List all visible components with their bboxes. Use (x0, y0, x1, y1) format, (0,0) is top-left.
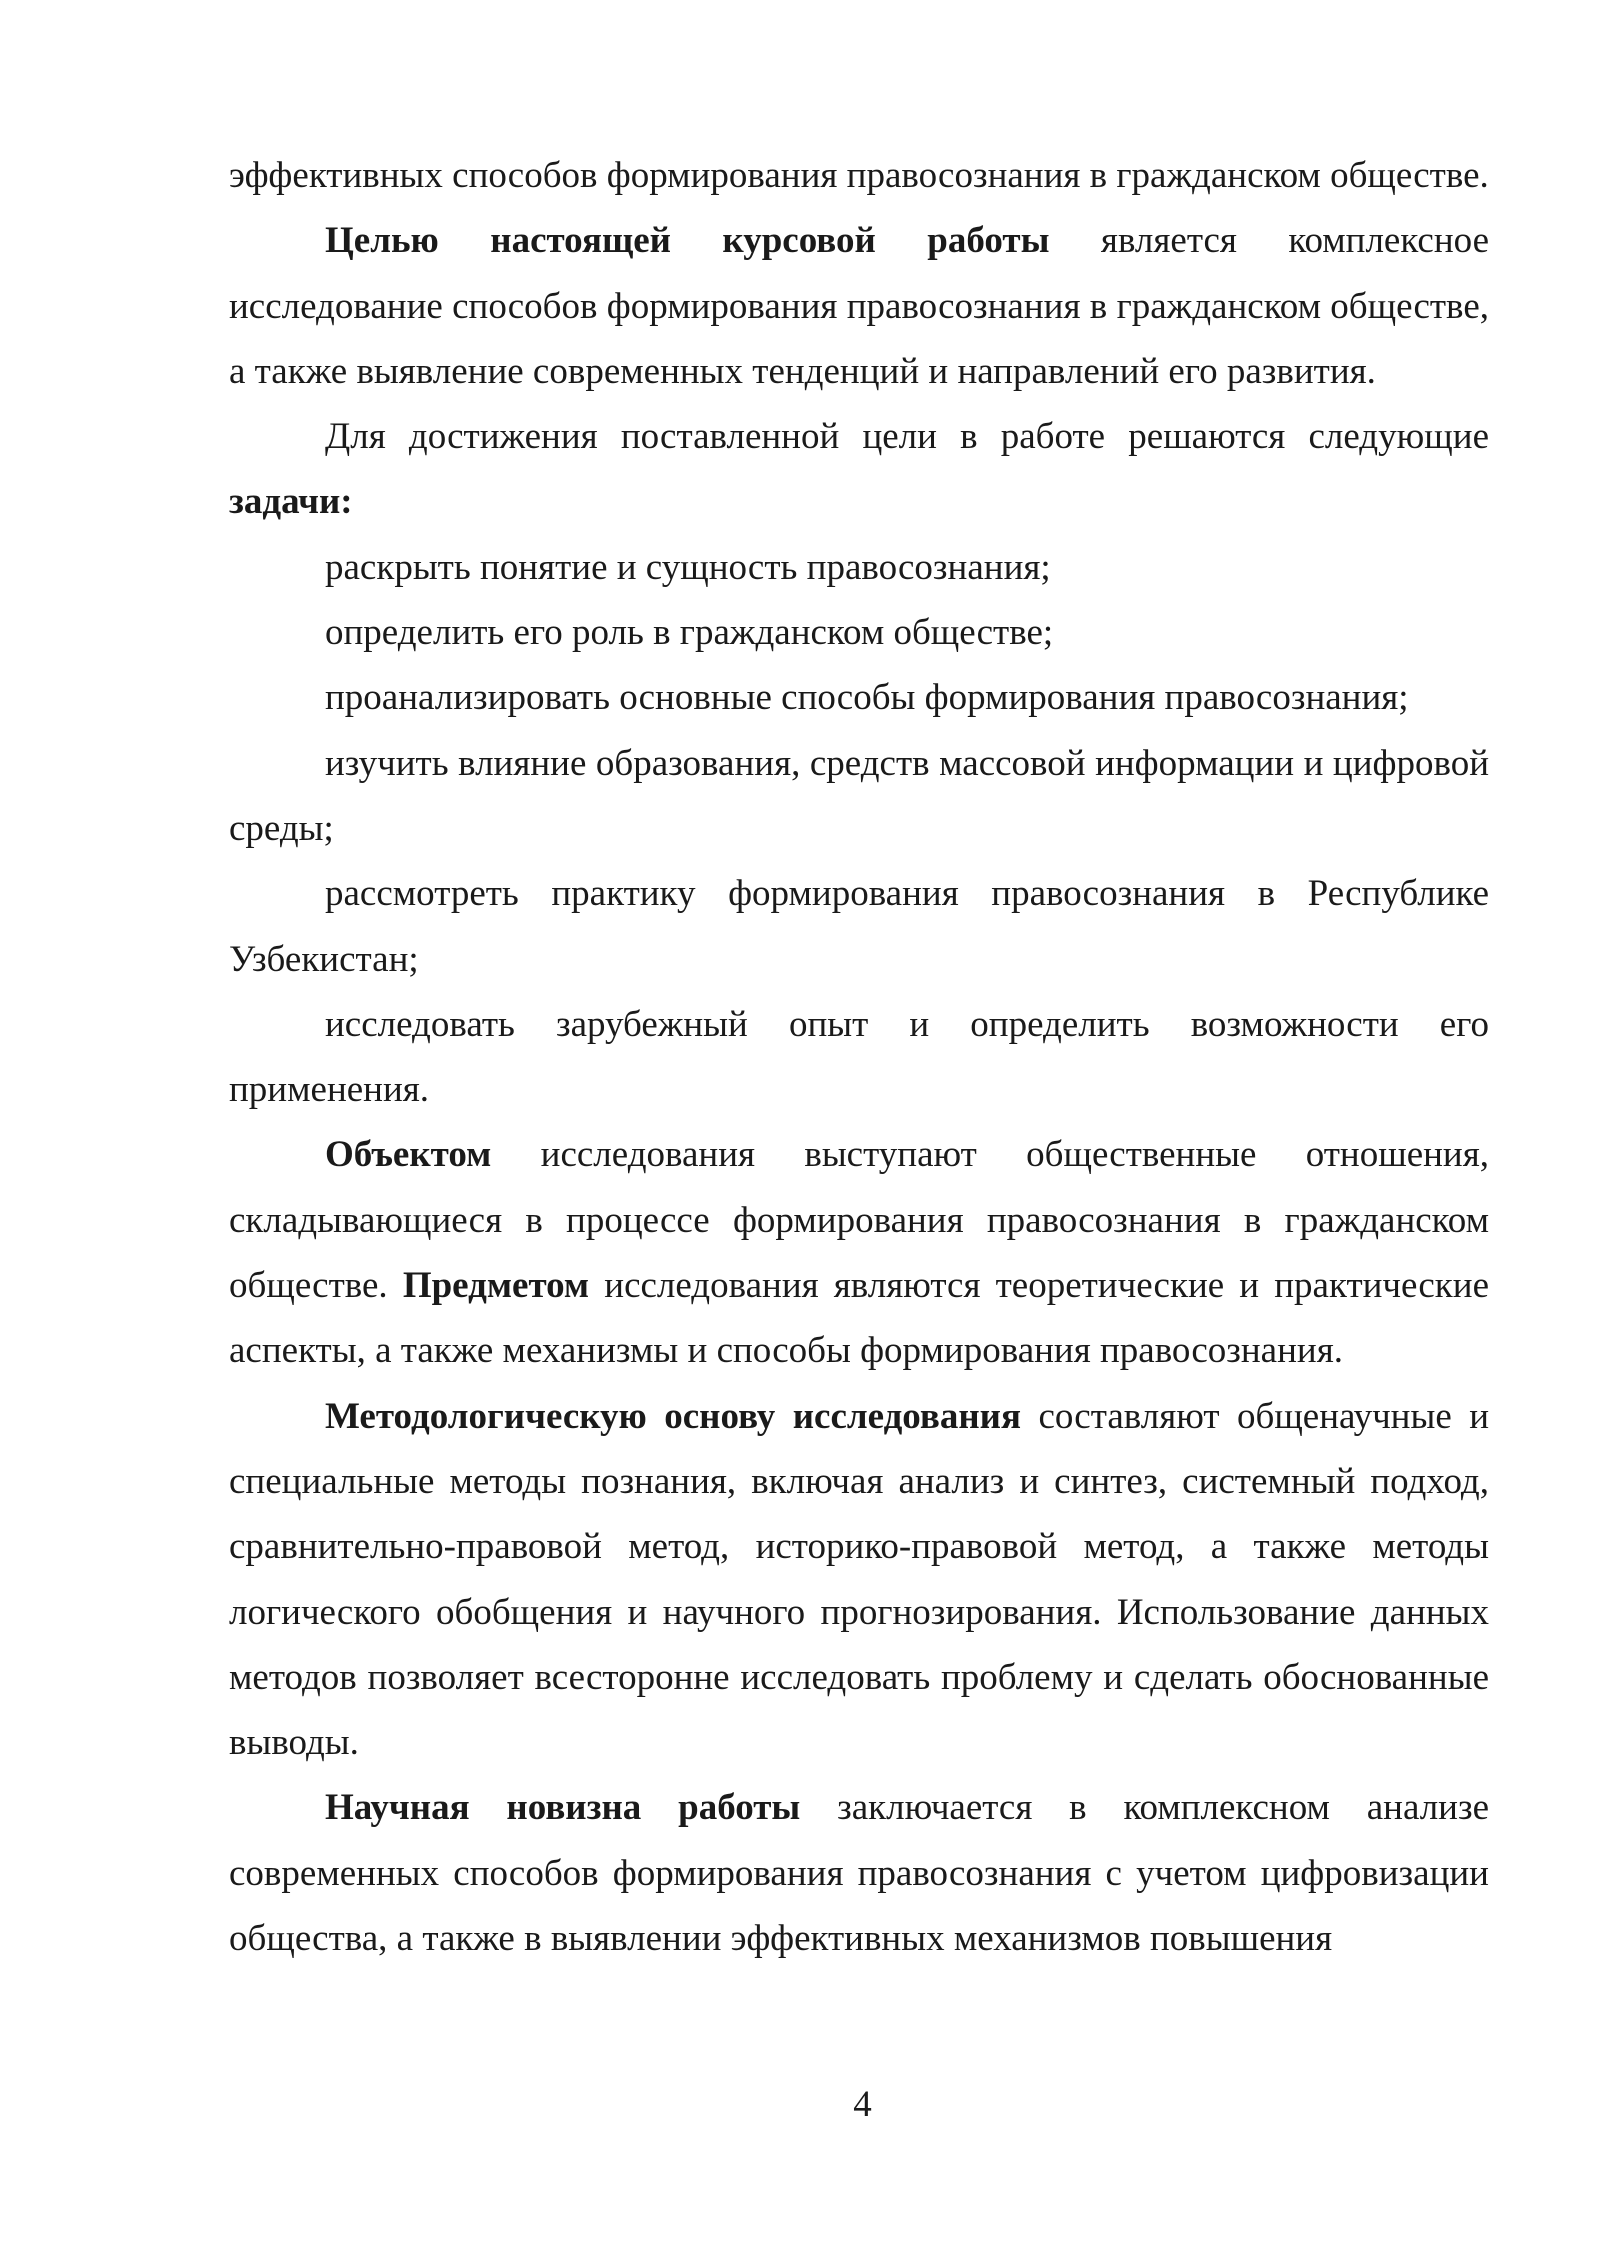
task-item: определить его роль в гражданском обществе; (325, 612, 1054, 654)
task-item: раскрыть понятие и сущность правосознания; (325, 546, 1051, 588)
object-heading: Объектом (325, 1134, 492, 1176)
novelty-heading: Научная новизна работы (325, 1787, 801, 1829)
paragraph-methodology: Методологическую основу исследования составляют общенаучные и специальные методы познания, включая анализ и синтез, системный подход, сравнительно-правовой метод, историко-правовой метод, а также методы логического обобщения и научного прогнозирования. Использование данных методов позволяет всесторонне исследовать проблему и сделать обоснованные выводы. (229, 1395, 1489, 1764)
paragraph-novelty: Научная новизна работы заключается в комплексном анализе современных способов формирования правосознания с учетом цифровизации общества, а также в выявлении эффективных механизмов повышения (229, 1787, 1490, 1960)
methodology-heading: Методологическую основу исследования (325, 1395, 1022, 1437)
task-item: изучить влияние образования, средств массовой информации и цифровой среды; (229, 742, 1489, 849)
task-item: исследовать зарубежный опыт и определить возможности его применения. (229, 1003, 1489, 1111)
task-item: проанализировать основные способы формирования правосознания; (325, 677, 1409, 719)
tasks-heading: задачи: (229, 481, 353, 523)
body-text (229, 143, 1489, 1971)
goal-heading: Целью настоящей курсовой работы (325, 220, 1050, 262)
paragraph-tasks-intro: Для достижения поставленной цели в работе решаются следующие задачи: (229, 416, 1489, 523)
paragraph-continuation: эффективных способов формирования правосознания в гражданском обществе. (229, 155, 1489, 196)
task-item: рассмотреть практику формирования правосознания в Республике Узбекистан; (229, 873, 1489, 980)
page-number: 4 (853, 2084, 872, 2125)
subject-heading: Предметом (402, 1265, 590, 1307)
paragraph-goal: Целью настоящей курсовой работы является комплексное исследование способов формирования правосознания в гражданском обществе, а также выявление современных тенденций и направлений его развития. (229, 220, 1489, 392)
paragraph-object-subject: Объектом исследования выступают общественные отношения, складывающиеся в процессе формирования правосознания в гражданском обществе. Предметом исследования являются теоретические и практические аспекты, а также механизмы и способы формирования правосознания. (229, 1134, 1489, 1372)
